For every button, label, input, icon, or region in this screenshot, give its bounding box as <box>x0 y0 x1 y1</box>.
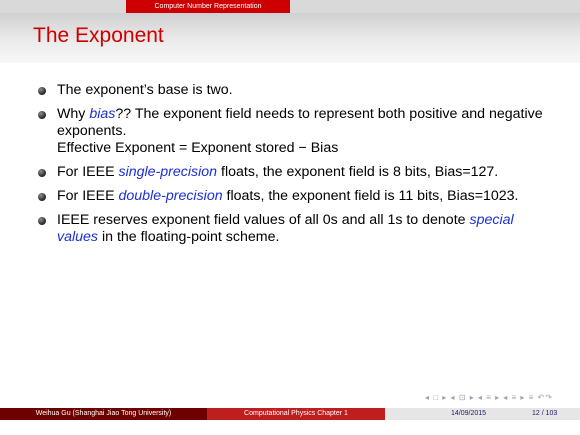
page-number: 12 / 103 <box>532 410 558 417</box>
header-bar <box>0 0 580 13</box>
bullet-item <box>38 188 558 205</box>
bullet-text: For IEEE <box>57 164 119 180</box>
bullet-item <box>38 164 558 181</box>
footer-info <box>385 408 580 420</box>
bullet-text: IEEE reserves exponent field values of all 0s and all 1s to denote <box>57 212 470 228</box>
bullet-icon <box>38 87 46 95</box>
bullet-icon <box>38 193 46 201</box>
bullet-formula: Effective Exponent = Exponent stored − Bias <box>57 140 339 156</box>
section-tab: Computer Number Representation <box>126 0 290 13</box>
bullet-text: floats, the exponent field is 8 bits, Bias=127. <box>217 164 499 180</box>
slide-title: The Exponent <box>33 24 164 47</box>
bullet-item <box>38 82 558 99</box>
emphasis-term: double-precision <box>118 188 223 204</box>
bullet-text: ?? The exponent field needs to represent both positive and negative exponents. <box>57 106 543 139</box>
bullet-text: floats, the exponent field is 11 bits, Bias=1023. <box>222 188 519 204</box>
bullet-text: The exponent’s base is two. <box>57 82 233 98</box>
emphasis-term: special values <box>57 212 514 245</box>
bullet-icon <box>38 111 46 119</box>
footer-author: Weihua Gu (Shanghai Jiao Tong University) <box>0 408 207 420</box>
bullet-item <box>38 106 558 157</box>
footer-course: Computational Physics Chapter 1 <box>207 408 385 420</box>
bullet-text: For IEEE <box>57 188 119 204</box>
bullet-item <box>38 212 558 246</box>
footer-date: 14/09/2015 <box>451 410 487 417</box>
emphasis-term: bias <box>89 106 116 122</box>
navigation-symbols[interactable]: ◂ □ ▸ ◂ ⊡ ▸ ◂ ≡ ▸ ◂ ≡ ▸ ≡ ↶↷ <box>425 393 553 402</box>
bullet-icon <box>38 217 46 225</box>
bullet-text: in the floating-point scheme. <box>98 229 280 245</box>
bullet-icon <box>38 169 46 177</box>
emphasis-term: single-precision <box>118 164 218 180</box>
footer <box>0 408 580 420</box>
bullet-list <box>38 82 558 253</box>
bullet-text: Why <box>57 106 90 122</box>
